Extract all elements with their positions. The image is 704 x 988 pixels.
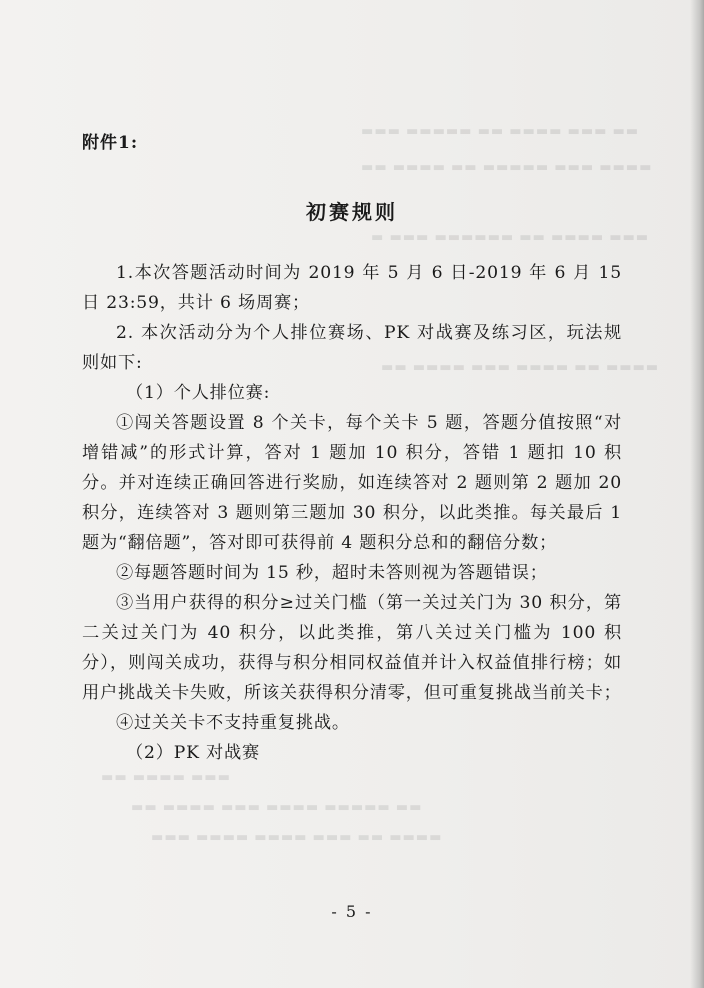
document-body bbox=[82, 258, 622, 768]
paragraph: ③当用户获得的积分≥过关门槛（第一关过关门为 30 积分，第二关过关门为 40 积分，以此类推，第八关过关门槛为 100 积分），则闯关成功，获得与积分相同权益值并计入权益值排行榜；如用户挑战关卡失败，所该关获得积分清零，但可重复挑战当前关卡； bbox=[82, 593, 622, 703]
bleed-through-texture: ▬▬▬ ▬▬▬▬ ▬▬ ▬▬▬▬▬▬ ▬▬▬ ▬ bbox=[370, 230, 649, 245]
bleed-through-texture: ▬▬▬▬ ▬▬ ▬▬▬▬ ▬▬▬ ▬▬▬▬ ▬▬ bbox=[380, 360, 659, 375]
paragraph: 1.本次答题活动时间为 2019 年 5 月 6 日-2019 年 6 月 15 日 23:59，共计 6 场周赛； bbox=[82, 263, 622, 313]
bleed-through-texture: ▬▬▬▬ ▬▬▬ ▬▬▬▬▬ ▬▬ ▬▬▬▬ ▬▬ bbox=[360, 160, 652, 175]
section-heading: （2）PK 对战赛 bbox=[126, 743, 260, 763]
section-heading: （1）个人排位赛: bbox=[126, 383, 271, 403]
page-number: - 5 - bbox=[331, 902, 373, 921]
paragraph: ②每题答题时间为 15 秒，超时未答则视为答题错误； bbox=[116, 563, 548, 583]
document-title: 初赛规则 bbox=[306, 200, 398, 224]
attachment-label: 附件1: bbox=[82, 133, 139, 153]
paragraph: 2. 本次活动分为个人排位赛场、PK 对战赛及练习区，玩法规则如下: bbox=[82, 323, 622, 373]
bleed-through-texture: ▬▬ ▬▬▬▬▬ ▬▬▬▬ ▬▬▬ ▬▬▬▬ ▬▬ bbox=[130, 800, 422, 815]
paragraph: ①闯关答题设置 8 个关卡，每个关卡 5 题，答题分值按照“对增错减”的形式计算，答对 1 题加 10 积分，答错 1 题扣 10 积分。并对连续正确回答进行奖励，如连续答对 2 题则第 2 题加 20 积分，连续答对 3 题则第三题加 30 积分，以此类推。每关最后 1 题为“翻倍题”，答对即可获得前 4 题积分总和的翻倍分数； bbox=[82, 413, 622, 553]
bleed-through-texture: ▬▬▬▬ ▬▬ ▬▬▬ ▬▬▬▬ ▬▬▬▬ ▬▬▬ bbox=[150, 830, 442, 845]
paragraph: ④过关关卡不支持重复挑战。 bbox=[116, 713, 350, 733]
bleed-through-texture: ▬▬▬ ▬▬▬▬ ▬▬ bbox=[100, 770, 230, 785]
bleed-through-texture: ▬▬ ▬▬▬ ▬▬▬▬ ▬▬ ▬▬▬▬▬ ▬▬▬ bbox=[360, 124, 639, 139]
page-shadow-edge bbox=[690, 0, 704, 988]
